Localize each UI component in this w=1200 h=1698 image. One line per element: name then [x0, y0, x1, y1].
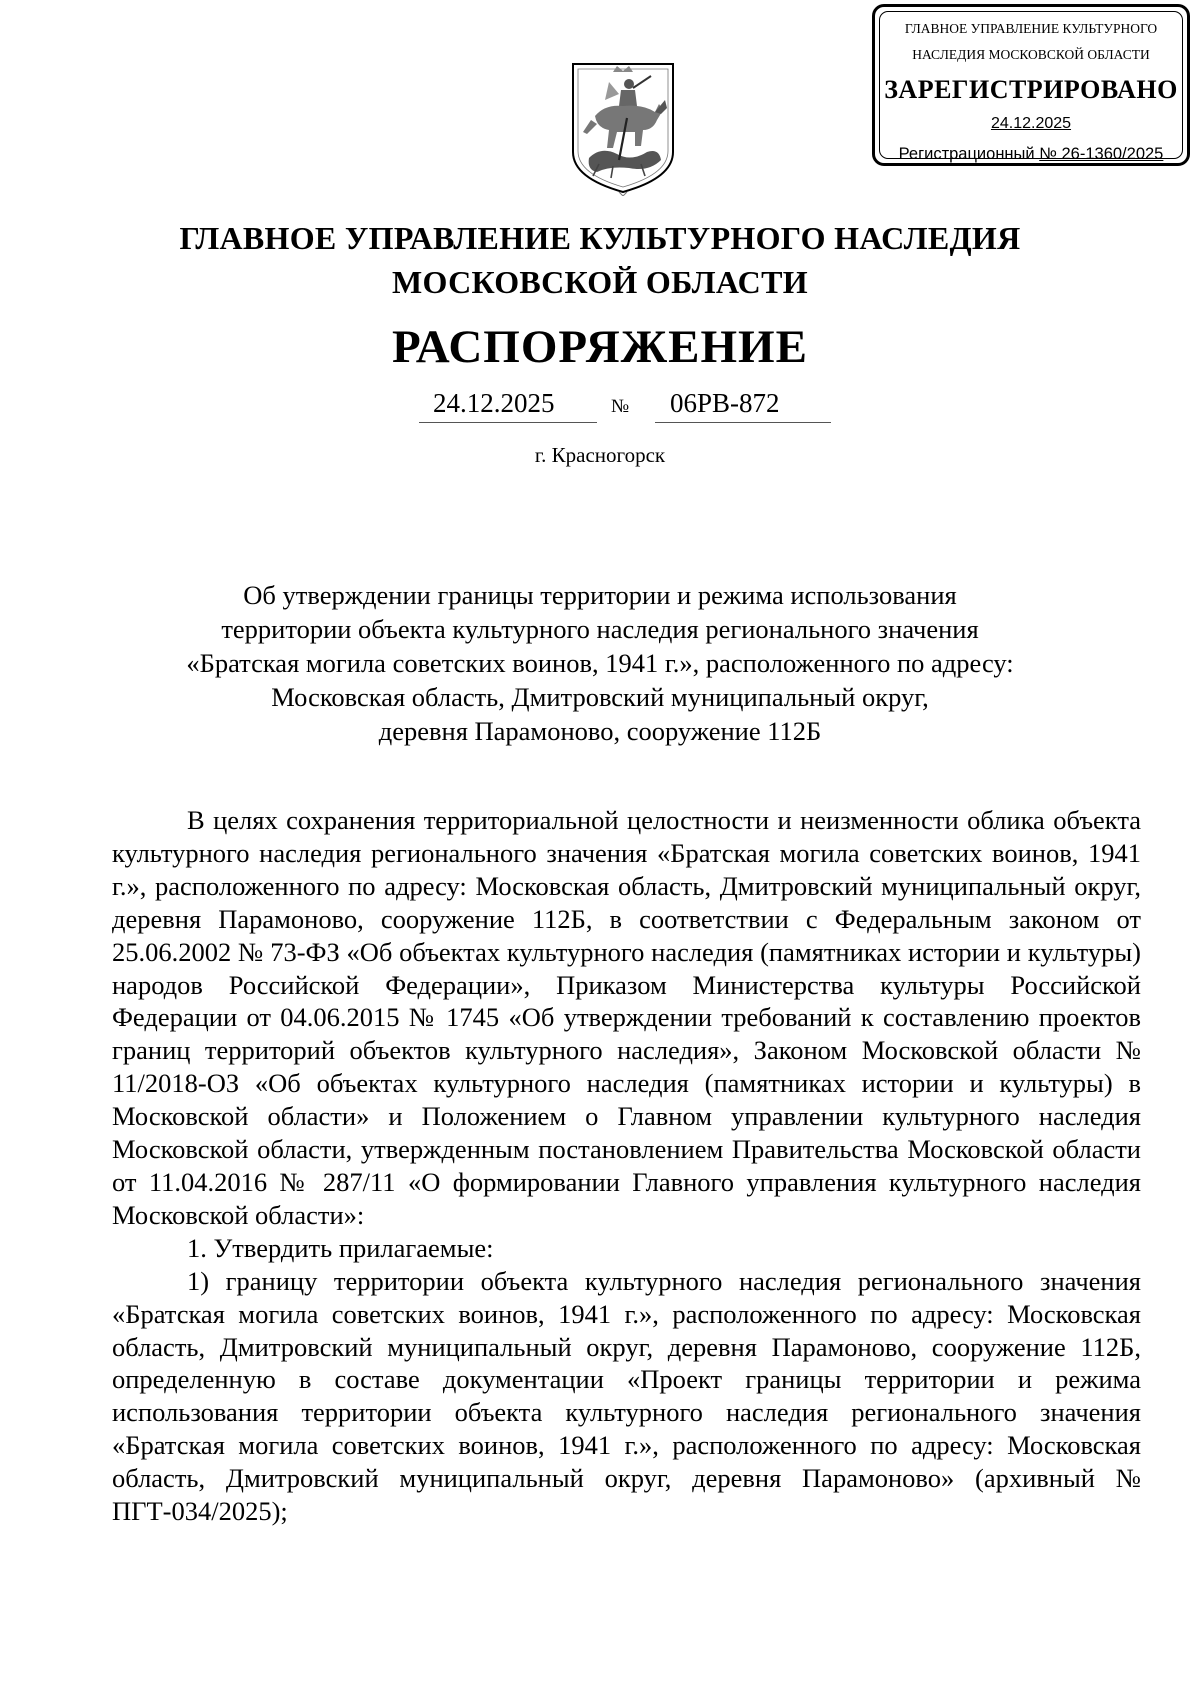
- registration-stamp: [872, 4, 1190, 166]
- stamp-reg-number-line: [875, 145, 1187, 164]
- subject-line-3: «Братская могила советских воинов, 1941 г.», расположенного по адресу:: [186, 648, 1014, 678]
- document-date: 24.12.2025: [433, 388, 555, 418]
- subject-line-1: Об утверждении границы территории и режима использования: [243, 580, 957, 610]
- authority-name-line-1: ГЛАВНОЕ УПРАВЛЕНИЕ КУЛЬТУРНОГО НАСЛЕДИЯ: [179, 220, 1021, 256]
- document-number: 06РВ-872: [670, 388, 780, 418]
- clause-1-item-1-paragraph: 1) границу территории объекта культурного наследия регионального значения «Братская могила советских воинов, 1941 г.», расположенного по адресу: Московская область, Дмитровский муниципальный округ, деревня Парамоново, сооружение 112Б, определенную в составе документации «Проект границы территории и режима использования территории объекта культурного наследия регионального значения «Братская могила советских воинов, 1941 г.», расположенного по адресу: Московская область, Дмитровский муниципальный округ, деревня Парамоново» (архивный № ПГТ-034/2025);: [112, 1265, 1141, 1527]
- authority-name-line-2: МОСКОВСКОЙ ОБЛАСТИ: [392, 264, 808, 300]
- clause-1-paragraph: 1. Утвердить прилагаемые:: [187, 1232, 494, 1263]
- city-name: г. Красногорск: [534, 443, 666, 467]
- stamp-org-line-2: НАСЛЕДИЯ МОСКОВСКОЙ ОБЛАСТИ: [912, 47, 1150, 62]
- subject-line-5: деревня Парамоново, сооружение 112Б: [378, 716, 822, 746]
- document-type-title: РАСПОРЯЖЕНИЕ: [392, 321, 808, 373]
- number-underline: [655, 422, 831, 423]
- subject-line-2: территории объекта культурного наследия регионального значения: [221, 614, 979, 644]
- date-underline: [419, 422, 597, 423]
- stamp-reg-number: № 26-1360/2025: [1039, 145, 1164, 163]
- document-body: [112, 804, 1141, 1528]
- stamp-reg-label: Регистрационный: [898, 145, 1035, 163]
- stamp-org-line-1: ГЛАВНОЕ УПРАВЛЕНИЕ КУЛЬТУРНОГО: [904, 21, 1158, 36]
- preamble-paragraph: В целях сохранения территориальной целостности и неизменности облика объекта культурного наследия регионального значения «Братская могила советских воинов, 1941 г.», расположенного по адресу: Московская область, Дмитровский муниципальный округ, деревня Парамоново, сооружение 112Б, в соответствии с Федеральным законом от 25.06.2002 № 73-ФЗ «Об объектах культурного наследия (памятниках истории и культуры) народов Российской Федерации», Приказом Министерства культуры Российской Федерации от 04.06.2015 № 1745 «Об утверждении требований к составлению проектов границ территорий объектов культурного наследия», Законом Московской области № 11/2018-ОЗ «Об объектах культурного наследия (памятниках истории и культуры) в Московской области» и Положением о Главном управлении культурного наследия Московской области, утвержденным постановлением Правительства Московской области от 11.04.2016 № 287/11 «О формировании Главного управления культурного наследия Московской области»:: [112, 805, 1141, 1230]
- subject-line-4: Московская область, Дмитровский муниципальный округ,: [271, 682, 929, 712]
- stamp-status: ЗАРЕГИСТРИРОВАНО: [884, 75, 1178, 104]
- moscow-oblast-coat-of-arms-icon: [569, 60, 677, 196]
- stamp-date: 24.12.2025: [990, 115, 1072, 132]
- number-sign: №: [611, 396, 630, 417]
- date-number-line: [419, 388, 831, 424]
